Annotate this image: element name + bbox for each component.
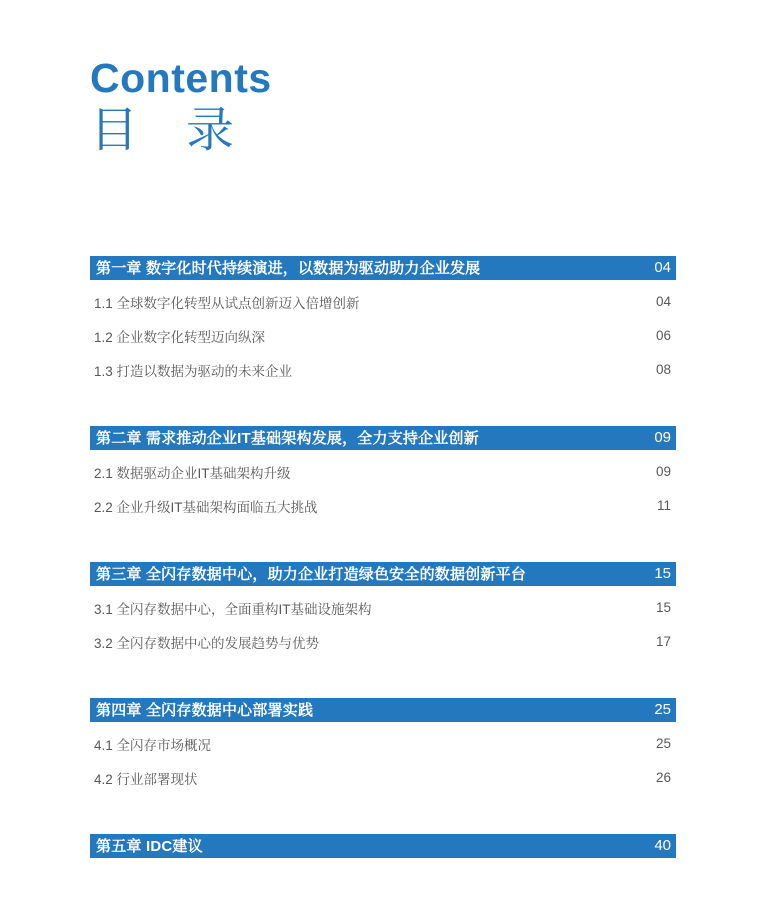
toc-item-page: 15 <box>655 600 671 616</box>
toc-item <box>90 591 676 625</box>
table-of-contents <box>90 256 676 858</box>
chapter-header-bar <box>90 834 676 858</box>
toc-item-label: 3.2 全闪存数据中心的发展趋势与优势 <box>94 635 320 651</box>
chapter-title: 第一章 数字化时代持续演进，以数据为驱动助力企业发展 <box>96 260 481 278</box>
toc-item <box>90 455 676 489</box>
chapter-page-number: 25 <box>654 701 671 719</box>
toc-item-page: 09 <box>655 464 671 480</box>
page-title-chinese: 目 录 <box>90 104 235 158</box>
toc-item-page: 11 <box>656 498 671 514</box>
toc-item-page: 17 <box>655 634 671 650</box>
toc-item-page: 08 <box>655 362 671 378</box>
toc-item-label: 3.1 全闪存数据中心，全面重构IT基础设施架构 <box>94 601 372 617</box>
chapter-page-number: 15 <box>654 565 671 583</box>
chapter-title: 第二章 需求推动企业IT基础架构发展，全力支持企业创新 <box>96 430 479 448</box>
chapter-title: 第五章 IDC建议 <box>96 838 203 856</box>
toc-item-label: 1.2 企业数字化转型迈向纵深 <box>94 329 266 345</box>
page-title-english: Contents <box>90 55 272 101</box>
toc-section-chapter5 <box>90 834 676 858</box>
chapter-page-number: 40 <box>654 837 671 855</box>
toc-item-label: 4.1 全闪存市场概况 <box>94 737 212 753</box>
toc-item-label: 1.3 打造以数据为驱动的未来企业 <box>94 363 293 379</box>
chapter-header-bar <box>90 426 676 450</box>
chapter-header-bar <box>90 562 676 586</box>
chapter-page-number: 04 <box>654 259 671 277</box>
chapter-title: 第四章 全闪存数据中心部署实践 <box>96 702 314 720</box>
toc-item <box>90 319 676 353</box>
toc-item <box>90 489 676 523</box>
toc-section-chapter1 <box>90 256 676 387</box>
toc-item-label: 4.2 行业部署现状 <box>94 771 198 787</box>
chapter-items <box>90 455 676 523</box>
toc-item-page: 26 <box>655 770 671 786</box>
chapter-header-bar <box>90 698 676 722</box>
toc-item-page: 06 <box>655 328 671 344</box>
toc-item <box>90 761 676 795</box>
chapter-items <box>90 285 676 387</box>
chapter-title: 第三章 全闪存数据中心，助力企业打造绿色安全的数据创新平台 <box>96 566 526 584</box>
toc-item <box>90 285 676 319</box>
chapter-items <box>90 727 676 795</box>
toc-item-page: 25 <box>655 736 671 752</box>
toc-item-label: 1.1 全球数字化转型从试点创新迈入倍增创新 <box>94 295 360 311</box>
toc-item-label: 2.2 企业升级IT基础架构面临五大挑战 <box>94 499 318 515</box>
toc-item <box>90 625 676 659</box>
chapter-items <box>90 591 676 659</box>
toc-item-label: 2.1 数据驱动企业IT基础架构升级 <box>94 465 291 481</box>
toc-item <box>90 727 676 761</box>
chapter-header-bar <box>90 256 676 280</box>
chapter-page-number: 09 <box>654 429 671 447</box>
toc-section-chapter4 <box>90 698 676 795</box>
toc-section-chapter3 <box>90 562 676 659</box>
toc-item <box>90 353 676 387</box>
toc-section-chapter2 <box>90 426 676 523</box>
toc-item-page: 04 <box>655 294 671 310</box>
